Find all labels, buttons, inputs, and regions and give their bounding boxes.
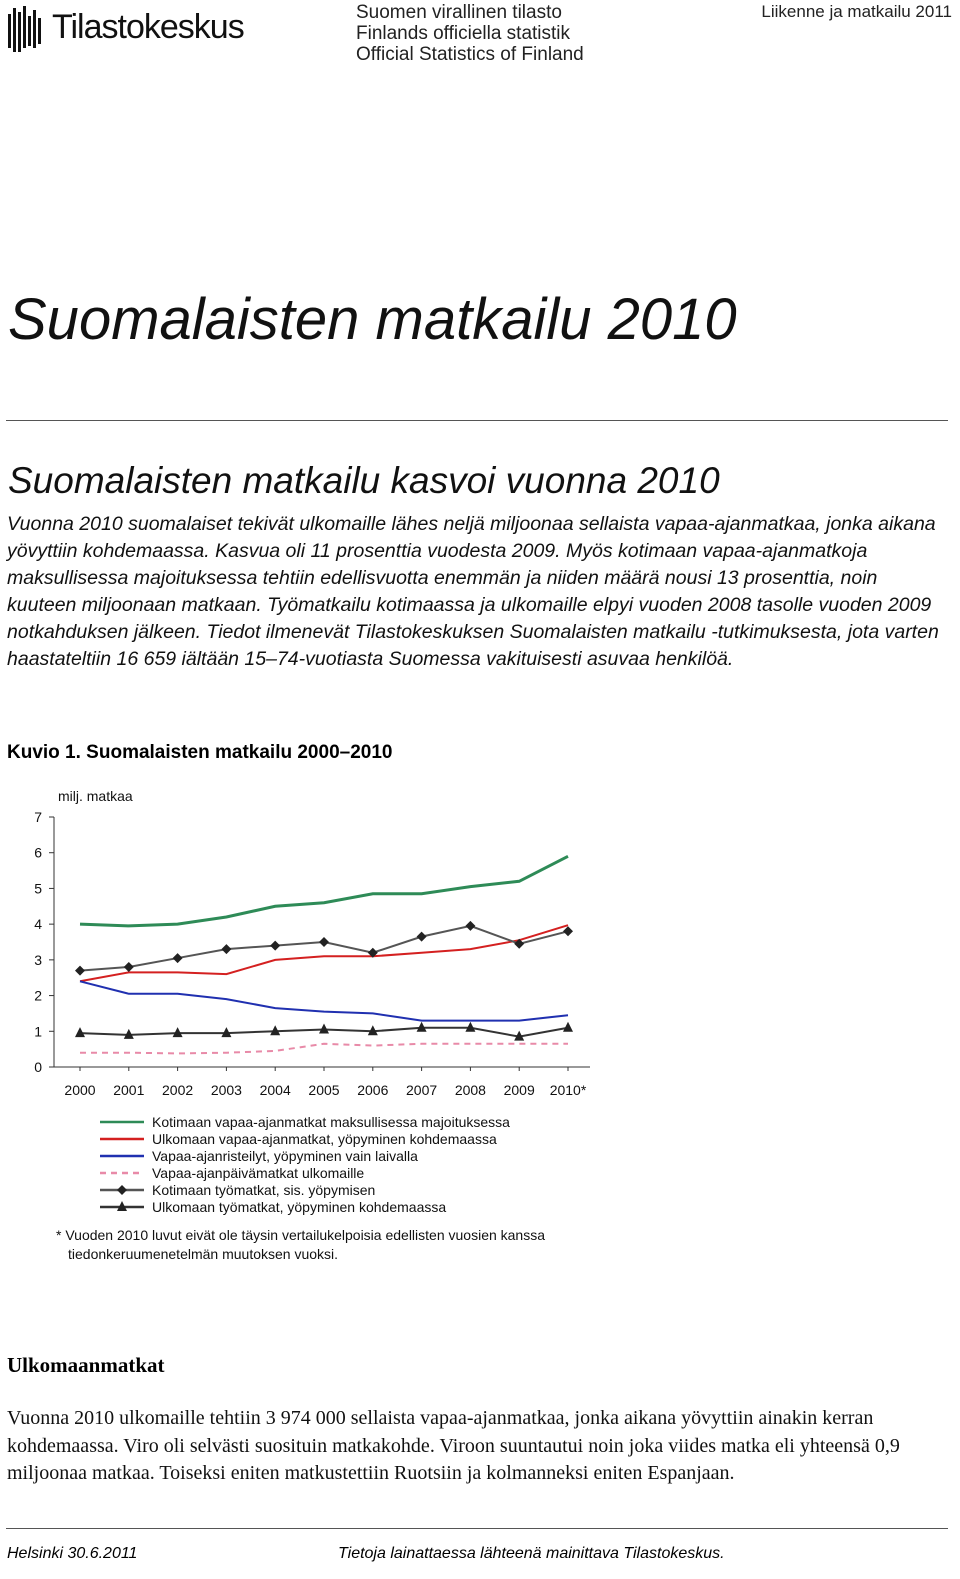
y-tick-label: 5	[34, 880, 42, 897]
data-point	[173, 1027, 183, 1037]
title-divider	[6, 420, 948, 421]
series-line	[80, 856, 568, 926]
figure-caption: Kuvio 1. Suomalaisten matkailu 2000–2010	[7, 742, 393, 763]
legend-label: Ulkomaan työmatkat, yöpyminen kohdemaassa	[152, 1199, 447, 1215]
legend-label: Kotimaan vapaa-ajanmatkat maksullisessa majoituksessa	[152, 1114, 510, 1130]
x-tick-label: 2000	[64, 1082, 96, 1098]
legend-label: Vapaa-ajanpäivämatkat ulkomaille	[152, 1165, 365, 1181]
x-tick-label: 2005	[308, 1082, 340, 1098]
data-point	[563, 1022, 573, 1032]
data-point	[124, 962, 134, 972]
x-tick-label: 2010*	[549, 1082, 587, 1098]
chart-footnote-line-2: tiedonkeruumenetelmän muutoksen vuoksi.	[68, 1246, 339, 1262]
x-tick-label: 2007	[406, 1082, 438, 1098]
x-tick-label: 2004	[259, 1082, 291, 1098]
data-point	[465, 921, 475, 931]
x-tick-label: 2002	[162, 1082, 194, 1098]
chart-footnote-line-1: * Vuoden 2010 luvut eivät ole täysin vertailukelpoisia edellisten vuosien kanssa	[56, 1227, 546, 1243]
series-line	[80, 925, 568, 981]
official-statistics-label	[356, 2, 584, 65]
y-tick-label: 3	[34, 951, 42, 968]
series-line	[80, 981, 568, 1020]
y-tick-label: 4	[34, 916, 42, 933]
legend-label: Kotimaan työmatkat, sis. yöpymisen	[152, 1182, 376, 1198]
data-point	[75, 966, 85, 976]
y-tick-label: 1	[34, 1023, 42, 1040]
page-subtitle: Suomalaisten matkailu kasvoi vuonna 2010	[8, 460, 720, 501]
data-point	[417, 1022, 427, 1032]
page-title: Suomalaisten matkailu 2010	[8, 287, 737, 352]
tilastokeskus-logo-icon	[6, 4, 46, 56]
section-body: Vuonna 2010 ulkomaille tehtiin 3 974 000 sellaista vapaa-ajanmatkaa, jonka aikana yövyttiin ainakin kerran kohdemaassa. Viro oli selvästi suosituin matkakohde. Viroon suuntautui noin joka viides matka eli yhteensä 0,9 miljoonaa matkaa. Toiseksi eniten matkustettiin Ruotsiin ja kolmanneksi eniten Espanjaan.	[7, 1407, 900, 1484]
legend-marker	[117, 1185, 127, 1195]
legend-label: Ulkomaan vapaa-ajanmatkat, yöpyminen kohdemaassa	[152, 1131, 497, 1147]
official-line-sv: Finlands officiella statistik	[356, 23, 571, 44]
line-chart	[0, 780, 620, 1280]
intro-paragraph: Vuonna 2010 suomalaiset tekivät ulkomaille lähes neljä miljoonaa sellaista vapaa-ajanmatkaa, jonka aikana yövyttiin kohdemaassa. Kasvua oli 11 prosenttia vuodesta 2009. Myös kotimaan vapaa-ajanmatkoja maksullisessa majoituksessa tehtiin edellisvuotta enemmän ja niiden määrä nousi 13 prosenttia, noin kuuteen miljoonaan matkaan. Työmatkailu kotimaassa ja ulkomaille elpyi vuoden 2008 tasolle vuoden 2009 notkahduksen jälkeen. Tiedot ilmenevät Tilastokeskuksen Suomalaisten matkailu -tutkimuksesta, jota varten haastateltiin 16 659 iältään 15–74-vuotiasta Suomessa vakituisesti asuvaa henkilöä.	[7, 513, 939, 670]
x-tick-label: 2009	[503, 1082, 535, 1098]
footer-divider	[6, 1528, 948, 1529]
data-point	[319, 1024, 329, 1034]
data-point	[173, 953, 183, 963]
series-label: Liikenne ja matkailu 2011	[761, 2, 952, 21]
y-tick-label: 0	[34, 1059, 42, 1075]
data-point	[75, 1027, 85, 1037]
x-tick-label: 2003	[210, 1082, 242, 1098]
y-tick-label: 7	[34, 809, 42, 825]
y-axis-label: milj. matkaa	[58, 788, 133, 804]
y-tick-label: 6	[34, 844, 42, 861]
y-tick-label: 2	[34, 987, 42, 1004]
footer-date: Helsinki 30.6.2011	[7, 1545, 138, 1562]
data-point	[563, 926, 573, 936]
legend-label: Vapaa-ajanristeilyt, yöpyminen vain laivalla	[152, 1148, 418, 1164]
x-tick-label: 2006	[357, 1082, 389, 1098]
x-tick-label: 2001	[113, 1082, 145, 1098]
footer-note: Tietoja lainattaessa lähteenä mainittava Tilastokeskus.	[338, 1545, 725, 1562]
data-point	[270, 941, 280, 951]
logo-text: Tilastokeskus	[52, 8, 244, 46]
series-line	[80, 926, 568, 971]
section-heading: Ulkomaanmatkat	[7, 1353, 165, 1377]
official-line-en: Official Statistics of Finland	[356, 44, 584, 65]
data-point	[319, 937, 329, 947]
data-point	[417, 932, 427, 942]
series-line	[80, 1044, 568, 1054]
official-line-fi: Suomen virallinen tilasto	[356, 2, 562, 23]
x-tick-label: 2008	[454, 1082, 486, 1098]
data-point	[465, 1022, 475, 1032]
data-point	[221, 944, 231, 954]
